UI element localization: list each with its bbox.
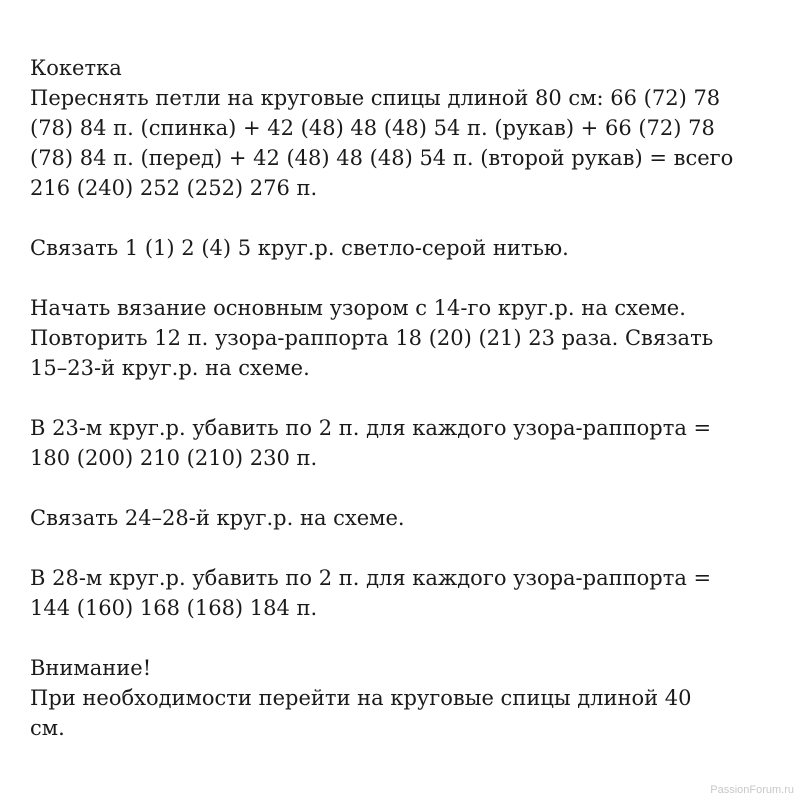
paragraph-line: (78) 84 п. (спинка) + 42 (48) 48 (48) 54 п. (рукав) + 66 (72) 78 — [30, 116, 715, 140]
paragraph-spacer — [30, 533, 780, 563]
paragraph-decrease-23 — [30, 413, 780, 473]
paragraph-spacer — [30, 263, 780, 293]
paragraph-line: 144 (160) 168 (168) 184 п. — [30, 596, 318, 620]
section-heading — [30, 53, 780, 83]
paragraph-attention — [30, 653, 780, 743]
paragraph-rows-24-28 — [30, 503, 780, 533]
paragraph-cast-on — [30, 83, 780, 203]
paragraph-line: 216 (240) 252 (252) 276 п. — [30, 176, 318, 200]
paragraph-line: Переснять петли на круговые спицы длиной 80 см: 66 (72) 78 — [30, 86, 721, 110]
paragraph-spacer — [30, 623, 780, 653]
watermark-text: PassionForum.ru — [710, 784, 794, 796]
paragraph-spacer — [30, 383, 780, 413]
paragraph-line: Повторить 12 п. узора-раппорта 18 (20) (21) 23 раза. Связать — [30, 326, 714, 350]
attention-title: Внимание! — [30, 656, 152, 680]
paragraph-line: В 28-м круг.р. убавить по 2 п. для каждого узора-раппорта = — [30, 566, 712, 590]
paragraph-line: 180 (200) 210 (210) 230 п. — [30, 446, 318, 470]
paragraph-spacer — [30, 473, 780, 503]
paragraph-decrease-28 — [30, 563, 780, 623]
paragraph-line: Начать вязание основным узором с 14-го круг.р. на схеме. — [30, 296, 686, 320]
paragraph-line: Связать 1 (1) 2 (4) 5 круг.р. светло-серой нитью. — [30, 236, 569, 260]
document-body — [30, 53, 780, 743]
paragraph-line: см. — [30, 716, 65, 740]
paragraph-line: Связать 24–28-й круг.р. на схеме. — [30, 506, 405, 530]
paragraph-line: 15–23-й круг.р. на схеме. — [30, 356, 310, 380]
paragraph-line: В 23-м круг.р. убавить по 2 п. для каждого узора-раппорта = — [30, 416, 712, 440]
paragraph-light-grey — [30, 233, 780, 263]
paragraph-main-pattern — [30, 293, 780, 383]
heading-text: Кокетка — [30, 56, 122, 80]
paragraph-spacer — [30, 203, 780, 233]
paragraph-line: (78) 84 п. (перед) + 42 (48) 48 (48) 54 п. (второй рукав) = всего — [30, 146, 734, 170]
paragraph-line: При необходимости перейти на круговые спицы длиной 40 — [30, 686, 692, 710]
